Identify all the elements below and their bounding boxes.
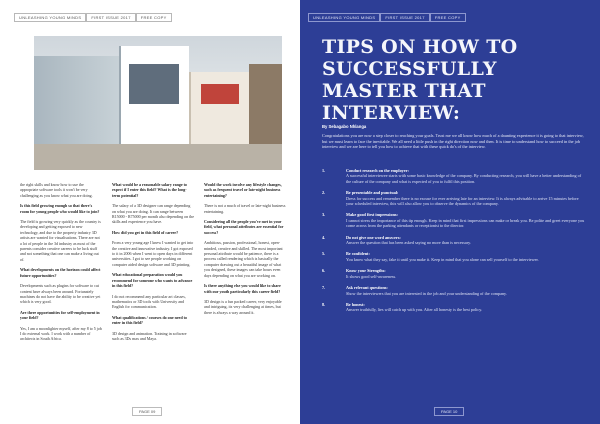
tip-item xyxy=(322,302,586,313)
interview-question: How did you get in this field of career? xyxy=(112,229,179,235)
tip-body xyxy=(346,212,586,228)
tip-item xyxy=(322,251,586,262)
tip-number: 1. xyxy=(322,168,326,173)
left-header xyxy=(14,13,172,22)
header-magazine: UNLEASHING YOUNG MINDS xyxy=(14,13,86,22)
interview-question: What developments on the horizon could affect future opportunities? xyxy=(20,267,101,278)
tip-item xyxy=(322,235,586,246)
page-number: PAGE 10 xyxy=(434,407,464,416)
tip-number: 7. xyxy=(322,285,326,291)
interview-answer: Developments such as plugins for software to cut content have always been around. Fortunately machines do not have the ability to be creative yet which is very good. xyxy=(20,283,101,305)
tip-item xyxy=(322,168,586,184)
article-title: TIPS ON HOW TO SUCCESSFULLY MASTER THAT INTERVIEW: xyxy=(322,36,518,124)
interview-question: What educational preparation would you recommend for someone who wants to advance in this field? xyxy=(112,272,193,289)
tip-body xyxy=(346,235,586,246)
page-number: PAGE 09 xyxy=(132,407,162,416)
tip-body xyxy=(346,251,586,262)
tip-number: 5. xyxy=(322,251,326,257)
tip-text: A successful interviewee starts with some basic knowledge of the company. By conducting research, you will have a better understanding of the culture of the company and what is expected of you to fulfil this position. xyxy=(346,173,582,184)
tip-item xyxy=(322,190,586,206)
column-1 xyxy=(20,182,102,347)
interview-answer: From a very young age I knew I wanted to get into the creative and innovative industry. I got exposed to it in 2006 when I went to open days in different universities. I got to see people working on computer aided design software and 3D printing. xyxy=(112,240,194,267)
interview-answer: The field is growing very quickly as the country is developing and getting exposed to new technology, and due to the property industry 3D artists are wanted for visualisations. There are not a lot of people in the 3d industry as most of the parents consider creative careers to be luck stuff and not something that one can make a living out of. xyxy=(20,219,101,262)
tip-number: 8. xyxy=(322,301,326,307)
tip-heading: Ask relevant questions: xyxy=(346,285,388,291)
tip-text: I cannot stress the importance of this tip enough. Keep in mind that first impressions can make or break you. Be polite and greet everyone you come across from the parking attendants or receptionist to the director. xyxy=(346,217,585,229)
tip-body xyxy=(346,190,586,206)
header-magazine: UNLEASHING YOUNG MINDS xyxy=(308,13,380,22)
header-issue: FIRST ISSUE 2017 xyxy=(86,13,135,22)
tip-item xyxy=(322,268,586,279)
tip-body xyxy=(346,268,586,279)
interview-answer: Ambitious, passion, professional, honest, open-minded, creative and skilled. The most important personal attribute would be patience, there is a process called rendering which is basically the computer drawing out a beautiful image of what you designed, these images can take hours even days depending on what you are working on. xyxy=(204,240,283,278)
interview-answer: The salary of a 3D designer can range depending on what you are doing. It can range between R15000 - R75000 per month also depending on the skills and experience you have. xyxy=(112,203,194,225)
interview-answer: 3D design and animation. Training in software such as 3Ds max and Maya. xyxy=(112,330,187,341)
interview-answer: There is not a much of travel or late-night business entertaining. xyxy=(204,203,286,214)
tip-item xyxy=(322,212,586,228)
tip-text: It shows good self-awareness. xyxy=(346,273,397,279)
tip-heading: Do not give one word answers: xyxy=(346,234,401,240)
right-page xyxy=(300,0,600,424)
interview-question: Are there opportunities for self-employment in your field? xyxy=(20,309,100,321)
article-intro: Congratulations you are now a step closer to reaching your goals. Trust me we all know how much of a daunting experience it is going to that interview, but we must learn to face the inevitable. We all need a little push in the right direction now and then. It is time to understand how to succeed in the job interview and we are here to tell you how to achieve that with these quick do's of the interview. xyxy=(322,133,584,150)
tip-number: 4. xyxy=(322,234,326,240)
tip-heading: Be confident: xyxy=(346,251,370,257)
interview-columns xyxy=(20,182,288,347)
interview-question: Is there anything else you would like to share with our youth particularly this career field? xyxy=(204,283,281,294)
interview-question: Considering all the people you've met in your field, what personal attributes are essential for success? xyxy=(204,219,284,235)
header-issue: FIRST ISSUE 2017 xyxy=(380,13,429,22)
tip-item xyxy=(322,285,586,296)
tip-heading: Be presentable and punctual: xyxy=(346,190,399,196)
tip-heading: Make good first impressions: xyxy=(346,212,398,218)
article-byline: By Sebagabo Nhlanga xyxy=(322,124,367,129)
tip-body xyxy=(346,168,586,184)
interview-answer: 3D design is a fun packed career, very enjoyable and intriguing, its very challenging at times, but there is always a way around it. xyxy=(204,298,282,315)
interview-answer: the right skills and know how to use the appropriate software tools it won't be very challenging as you know what you are doing. xyxy=(20,182,93,198)
interview-question: Is this field growing enough so that there's room for young people who would like to join? xyxy=(20,203,100,214)
interview-answer: Yes, I am a moonlighter myself, after my 8 to 5 job I do external work. I work with a number of architects in South Africa. xyxy=(20,325,102,342)
tip-heading: Be honest: xyxy=(346,301,365,307)
tip-text: You know what they say, fake it until you make it. Keep in mind that you alone can sell yourself to the interviewer. xyxy=(346,256,539,262)
building-photo xyxy=(34,36,282,170)
header-copy: FREE COPY xyxy=(136,13,172,22)
tip-text: Dress for success and remember there is no excuse for ever arriving late for an interview. It is always advisable to arrive 15 minutes before your scheduled interview, this will also allow you to observe the dynamics of the company. xyxy=(346,195,579,207)
right-header xyxy=(308,13,466,22)
tips-list xyxy=(322,168,586,319)
header-copy: FREE COPY xyxy=(430,13,466,22)
tip-number: 3. xyxy=(322,212,326,218)
tip-text: Show the interviewers that you are interested in the job and your understanding of the company. xyxy=(346,290,507,296)
interview-question: What would be a reasonable salary range to expect if I enter this field? What is the long-term potential? xyxy=(112,182,187,198)
tip-number: 6. xyxy=(322,268,326,274)
tip-number: 2. xyxy=(322,190,326,196)
column-2 xyxy=(112,182,194,347)
interview-question: Would the work involve any lifestyle changes, such as frequent travel or late-night business entertaining? xyxy=(204,182,282,198)
interview-answer: I do not recommend any particular art classes, mathematics or 3D tools with University and English for communication. xyxy=(112,293,186,310)
tip-text: Answer truthfully, lies will catch up with you. After all honesty is the best policy. xyxy=(346,307,483,313)
tip-text: Answer the question that has been asked saying no more than is necessary. xyxy=(346,240,471,246)
column-3 xyxy=(204,182,286,347)
interview-question: What qualifications / courses do one need to enter in this field? xyxy=(112,314,188,326)
tip-body xyxy=(346,302,586,313)
tip-body xyxy=(346,285,586,296)
tip-heading: Conduct research on the employer: xyxy=(346,168,409,173)
tip-heading: Know your Strengths: xyxy=(346,268,386,274)
